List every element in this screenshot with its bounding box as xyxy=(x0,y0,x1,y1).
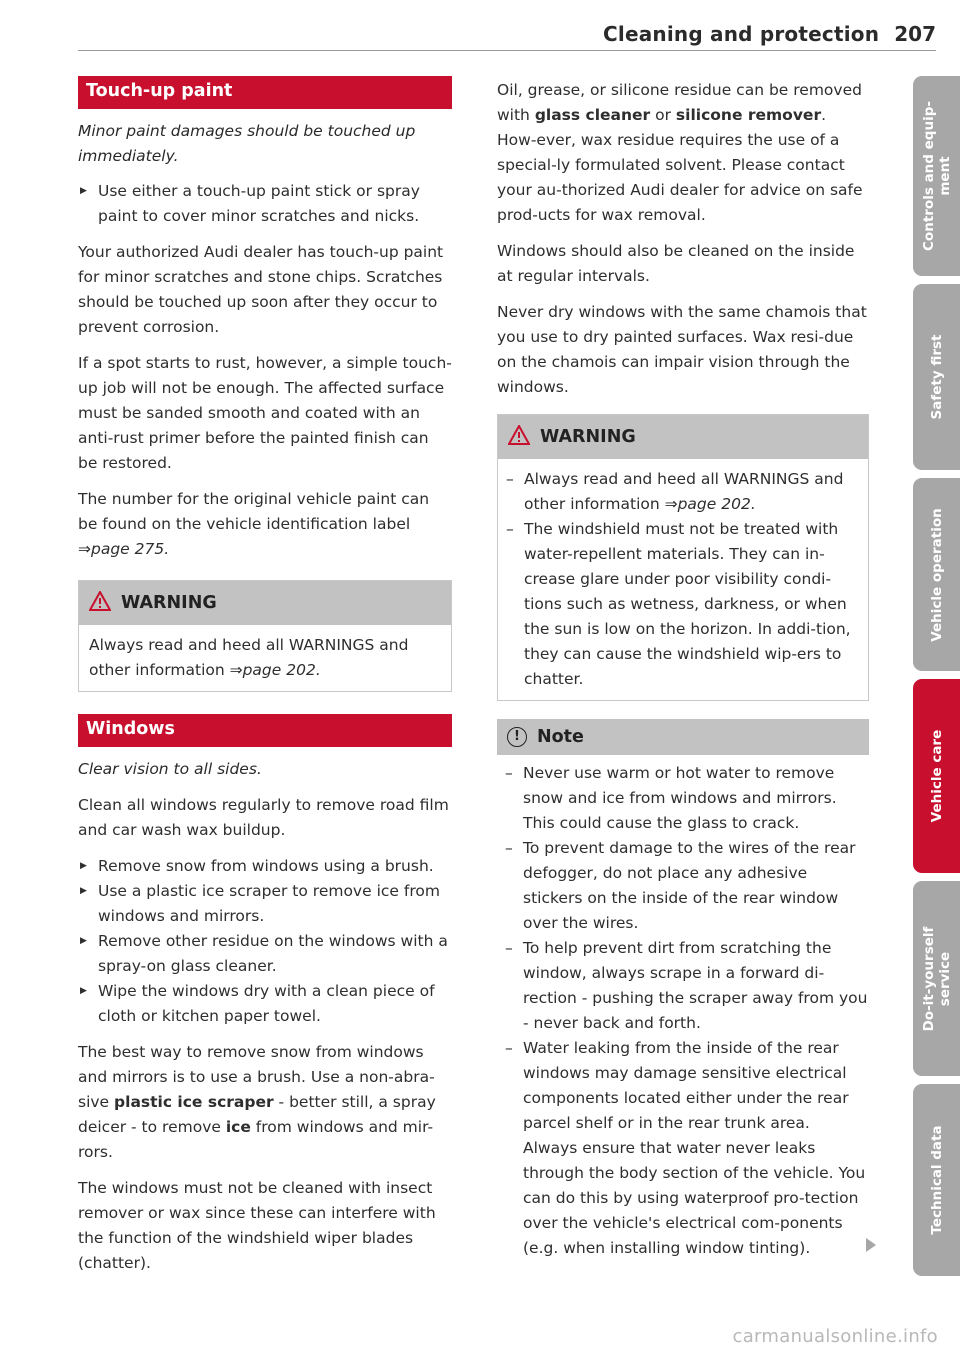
page-number: 207 xyxy=(894,22,936,46)
text-span: Oil, grease, or silicone residue can be removed with xyxy=(497,81,862,124)
warning-body xyxy=(498,459,868,700)
list-item: ▶ Wipe the windows dry with a clean piece of cloth or kitchen paper towel. xyxy=(78,979,452,1029)
page-reference-link[interactable]: ⇒page 202. xyxy=(229,661,321,679)
page-header xyxy=(560,22,936,46)
watermark: carmanualsonline.info xyxy=(732,1326,938,1347)
tab-label: Vehicle operation xyxy=(928,507,945,642)
tab-safety[interactable] xyxy=(913,284,960,470)
windows-para-1: Clean all windows regularly to remove road film and car wash wax buildup. xyxy=(78,796,449,839)
warning-text: Always read and heed all WARNINGS and other information xyxy=(89,636,409,679)
tab-label-line: service xyxy=(936,951,953,1006)
touchup-para-1: Your authorized Audi dealer has touch-up paint for minor scratches and stone chips. Scratches should be touched up soon after they occur to prevent corrosion. xyxy=(78,243,444,336)
left-column xyxy=(78,76,452,1276)
tab-label-line: Controls and equip- xyxy=(920,101,937,251)
warning-header xyxy=(498,415,868,459)
windows-bullets xyxy=(78,854,452,1029)
note-body xyxy=(497,755,869,1261)
tab-label: Safety first xyxy=(928,334,945,420)
touchup-bullets xyxy=(78,179,452,229)
warning-box xyxy=(497,414,869,701)
warning-header xyxy=(79,581,451,625)
bold-term: ice xyxy=(225,1118,251,1136)
list-item: ▶ Remove snow from windows using a brush. xyxy=(78,854,452,879)
right-column xyxy=(497,78,869,1261)
tab-label-line: Do-it-yourself xyxy=(920,926,937,1031)
tab-label xyxy=(921,926,953,1031)
touchup-para-3 xyxy=(78,487,452,562)
warning-triangle-icon xyxy=(89,591,111,616)
text-span: from windows and mir-rors. xyxy=(78,1118,434,1161)
chamois-para: Never dry windows with the same chamois that you use to dry painted surfaces. Wax resi-due on the chamois can impair vision through the windows. xyxy=(497,303,867,396)
windows-para-3: The windows must not be cleaned with insect remover or wax since these can interfere with the function of the windshield wiper blades (chatter). xyxy=(78,1179,436,1272)
text-span: . How-ever, wax residue requires the use of a special-ly formulated solvent. Please contact your au-thorized Audi dealer for advice on safe prod-ucts for wax removal. xyxy=(497,106,863,224)
page-reference-link[interactable]: ⇒page 275. xyxy=(78,540,170,558)
chapter-tabs xyxy=(913,76,960,1284)
text-span: or xyxy=(650,106,676,124)
warning-box xyxy=(78,580,452,692)
cleaner-para xyxy=(497,78,869,228)
tab-label: Technical data xyxy=(928,1125,945,1235)
tab-diy-service[interactable] xyxy=(913,881,960,1076)
bold-term: plastic ice scraper xyxy=(114,1093,274,1111)
list-item: – Never use warm or hot water to remove snow and ice from windows and mirrors. This could cause the glass to crack. xyxy=(497,761,869,836)
tab-label xyxy=(921,101,953,251)
section-title-touchup: Touch-up paint xyxy=(78,76,452,109)
text-span: Always read and heed all WARNINGS and other information xyxy=(524,470,844,513)
touchup-para-3-text: The number for the original vehicle paint can be found on the vehicle identification label xyxy=(78,490,430,533)
tab-vehicle-care[interactable] xyxy=(913,679,960,873)
warning-body xyxy=(79,625,451,691)
header-title: Cleaning and protection xyxy=(603,22,880,46)
warning-title: WARNING xyxy=(540,427,636,447)
list-item: ▶ Use either a touch-up paint stick or spray paint to cover minor scratches and nicks. xyxy=(78,179,452,229)
list-item: ▶ Use a plastic ice scraper to remove ice from windows and mirrors. xyxy=(78,879,452,929)
bold-term: glass cleaner xyxy=(534,106,651,124)
note-title: Note xyxy=(537,727,584,747)
note-exclamation-icon: ! xyxy=(507,727,527,747)
section-title-windows: Windows xyxy=(78,714,452,747)
header-divider xyxy=(78,50,936,51)
continue-arrow-icon xyxy=(866,1238,876,1252)
touchup-para-2: If a spot starts to rust, however, a simple touch-up job will not be enough. The affected surface must be sanded smooth and coated with an anti-rust primer before the painted finish can be restored. xyxy=(78,354,452,472)
tab-label-line: ment xyxy=(936,156,953,196)
tab-label: Vehicle care xyxy=(928,729,945,823)
warning-title: WARNING xyxy=(121,593,217,613)
touchup-tagline: Minor paint damages should be touched up immediately. xyxy=(78,122,416,165)
windows-tagline: Clear vision to all sides. xyxy=(78,760,262,778)
list-item xyxy=(498,467,858,517)
text-span: The best way to remove snow from windows and mirrors is to use a brush. Use a non-abra-sive xyxy=(78,1043,435,1111)
list-item: – To help prevent dirt from scratching the window, always scrape in a forward di-rection - pushing the scraper away from you - never back and forth. xyxy=(497,936,869,1036)
list-item: – Water leaking from the inside of the rear windows may damage sensitive electrical components located either under the rear parcel shelf or in the rear trunk area. Always ensure that water never leaks through the body section of the vehicle. You can do this by using waterproof pro-tection over the vehicle's electrical com-ponents (e.g. when installing window tinting). xyxy=(497,1036,869,1261)
list-item: ▶ Remove other residue on the windows with a spray-on glass cleaner. xyxy=(78,929,452,979)
bold-term: silicone remover xyxy=(675,106,822,124)
tab-technical-data[interactable] xyxy=(913,1084,960,1276)
note-header xyxy=(497,719,869,755)
windows-para-2 xyxy=(78,1040,452,1165)
list-item: – To prevent damage to the wires of the rear defogger, do not place any adhesive stickers on the inside of the rear window over the wires. xyxy=(497,836,869,936)
tab-vehicle-operation[interactable] xyxy=(913,478,960,671)
inside-para: Windows should also be cleaned on the inside at regular intervals. xyxy=(497,242,855,285)
text-span: - better still, a spray deicer - to remove xyxy=(78,1093,436,1136)
page-reference-link[interactable]: ⇒page 202. xyxy=(664,495,756,513)
list-item: – The windshield must not be treated with water-repellent materials. They can in-crease glare under poor visibility condi-tions such as wetness, darkness, or when the sun is low on the horizon. In addi-tion, they can cause the windshield wip-ers to chatter. xyxy=(498,517,858,692)
tab-controls[interactable] xyxy=(913,76,960,276)
warning-triangle-icon xyxy=(508,425,530,450)
